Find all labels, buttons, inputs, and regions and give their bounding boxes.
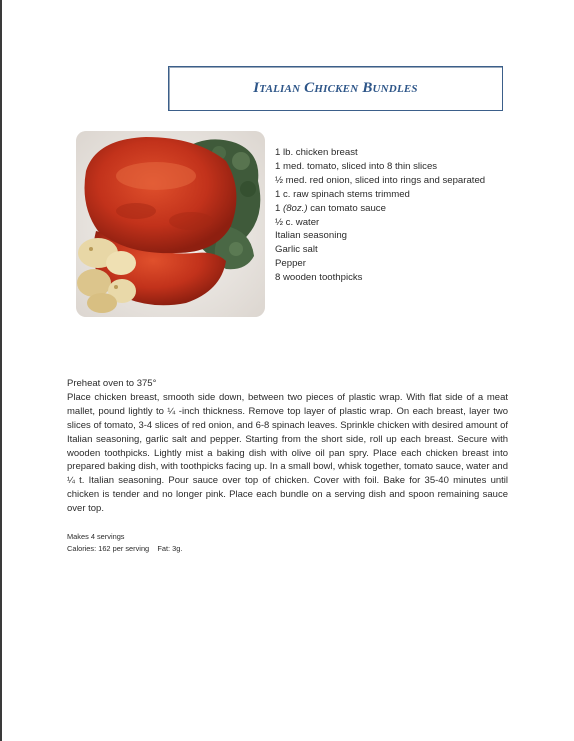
title-box bbox=[168, 66, 503, 111]
ingredient-item: 1 lb. chicken breast bbox=[275, 147, 358, 158]
ingredient-item: ½ med. red onion, sliced into rings and separated bbox=[275, 174, 486, 186]
ingredient-item: 8 wooden toothpicks bbox=[275, 272, 363, 284]
ingredient-size-note: (8oz.) bbox=[283, 202, 308, 214]
ingredients-list bbox=[275, 146, 485, 285]
ingredient-quantity: 1 bbox=[275, 202, 284, 214]
ingredient-item: ½ c. water bbox=[275, 216, 320, 228]
directions bbox=[67, 377, 508, 516]
ingredient-item: Pepper bbox=[275, 258, 306, 270]
preheat-instruction: Preheat oven to 375° bbox=[67, 378, 157, 389]
ingredient-item: Italian seasoning bbox=[275, 230, 348, 242]
yield-info bbox=[67, 531, 182, 554]
recipe-photo bbox=[76, 131, 265, 317]
servings-text: Makes 4 servings bbox=[67, 532, 125, 541]
ingredient-item: 1 med. tomato, sliced into 8 thin slices bbox=[275, 160, 438, 172]
ingredient-text: can tomato sauce bbox=[307, 202, 386, 214]
ingredient-item: 1 c. raw spinach stems trimmed bbox=[275, 188, 410, 200]
page-left-border bbox=[0, 0, 2, 741]
recipe-title: Italian Chicken Bundles bbox=[253, 80, 418, 96]
nutrition-text: Calories: 162 per serving Fat: 3g. bbox=[67, 543, 183, 553]
method-paragraph: Place chicken breast, smooth side down, between two pieces of plastic wrap. With flat side of a meat mallet, pound lightly to ¼ -inch thickness. Remove top layer of plastic wrap. On each breast, layer two slices of tomato, 3-4 slices of red onion, and 6-8 spinach leaves. Sprinkle chicken with desired amount of Italian seasoning, garlic salt and pepper. Starting from the short side, roll up each breast. Secure with wooden toothpicks. Lightly mist a baking dish with olive oil pan spry. Place each chicken breast into prepared baking dish, with toothpicks facing up. In a small bowl, whisk together, tomato sauce, water and ¼ t. Italian seasoning. Pour sauce over top of chicken. Cover with foil. Bake for 35-40 minutes until chicken is tender and no longer pink. Place each bundle on a serving dish and spoon remaining sauce over top. bbox=[67, 391, 508, 515]
ingredient-item: Garlic salt bbox=[275, 244, 318, 256]
ingredient-item bbox=[275, 202, 485, 216]
